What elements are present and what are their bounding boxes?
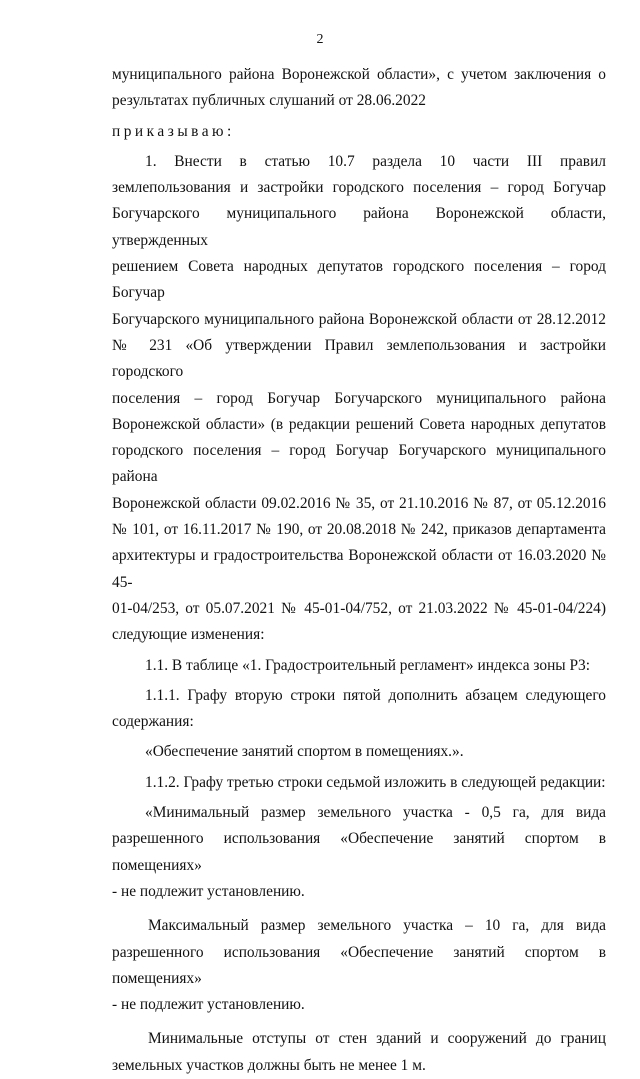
text-line: городского поселения – город Богучар Богучарского муниципального района [112,442,606,486]
text-line: Минимальные отступы от стен зданий и сооружений до границ [148,1030,606,1048]
text-line: содержания: [112,713,194,731]
text-line: «Обеспечение занятий спортом в помещениях.». [145,743,464,761]
text-line: поселения – город Богучар Богучарского муниципального района [112,389,606,407]
text-line: решением Совета народных депутатов городского поселения – город Богучар [112,258,606,302]
text-line: 1.1. В таблице «1. Градостроительный регламент» индекса зоны Р3: [145,656,591,674]
text-line: Воронежской области» (в редакции решений Совета народных депутатов [112,415,606,433]
text-line: 1. Внести в статью 10.7 раздела 10 части III правил [145,152,606,170]
text-line: 01-04/253, от 05.07.2021 № 45-01-04/752, от 21.03.2022 № 45-01-04/224) [112,599,606,617]
text-line: Богучарского муниципального района Воронежской области, утвержденных [112,205,606,249]
text-line: результатах публичных слушаний от 28.06.2022 [112,92,426,110]
text-line: № 231 «Об утверждении Правил землепользования и застройки городского [112,336,606,381]
text-line: архитектуры и градостроительства Воронежской области от 16.03.2020 № 45- [112,547,606,591]
text-line: муниципального района Воронежской области», с учетом заключения о [112,66,606,83]
text-line: Богучарского муниципального района Воронежской области от 28.12.2012 [112,310,606,328]
text-line: разрешенного использования «Обеспечение занятий спортом в помещениях» [112,943,606,987]
text-line: следующие изменения: [112,626,265,644]
document-body [112,62,606,1079]
order-word: приказываю: [112,122,235,140]
text-line: 1.1.1. Графу вторую строки пятой дополнить абзацем следующего [145,686,606,704]
text-line: разрешенного использования «Обеспечение занятий спортом в помещениях» [112,830,606,874]
text-line: 1.1.2. Графу третью строки седьмой изложить в следующей редакции: [145,773,606,791]
text-line: «Минимальный размер земельного участка - 0,5 га, для вида [145,804,606,822]
text-line: Максимальный размер земельного участка – 10 га, для вида [148,917,606,935]
text-line: № 101, от 16.11.2017 № 190, от 20.08.2018 № 242, приказов департамента [112,521,606,539]
text-line: земельных участков должны быть не менее 1 м. [112,1056,426,1074]
text-line: землепользования и застройки городского поселения – город Богучар [112,179,606,197]
text-line: Воронежской области 09.02.2016 № 35, от 21.10.2016 № 87, от 05.12.2016 [112,494,606,512]
text-line: - не подлежит установлению. [112,882,305,900]
page-number: 2 [316,32,324,47]
text-line: - не подлежит установлению. [112,996,305,1014]
